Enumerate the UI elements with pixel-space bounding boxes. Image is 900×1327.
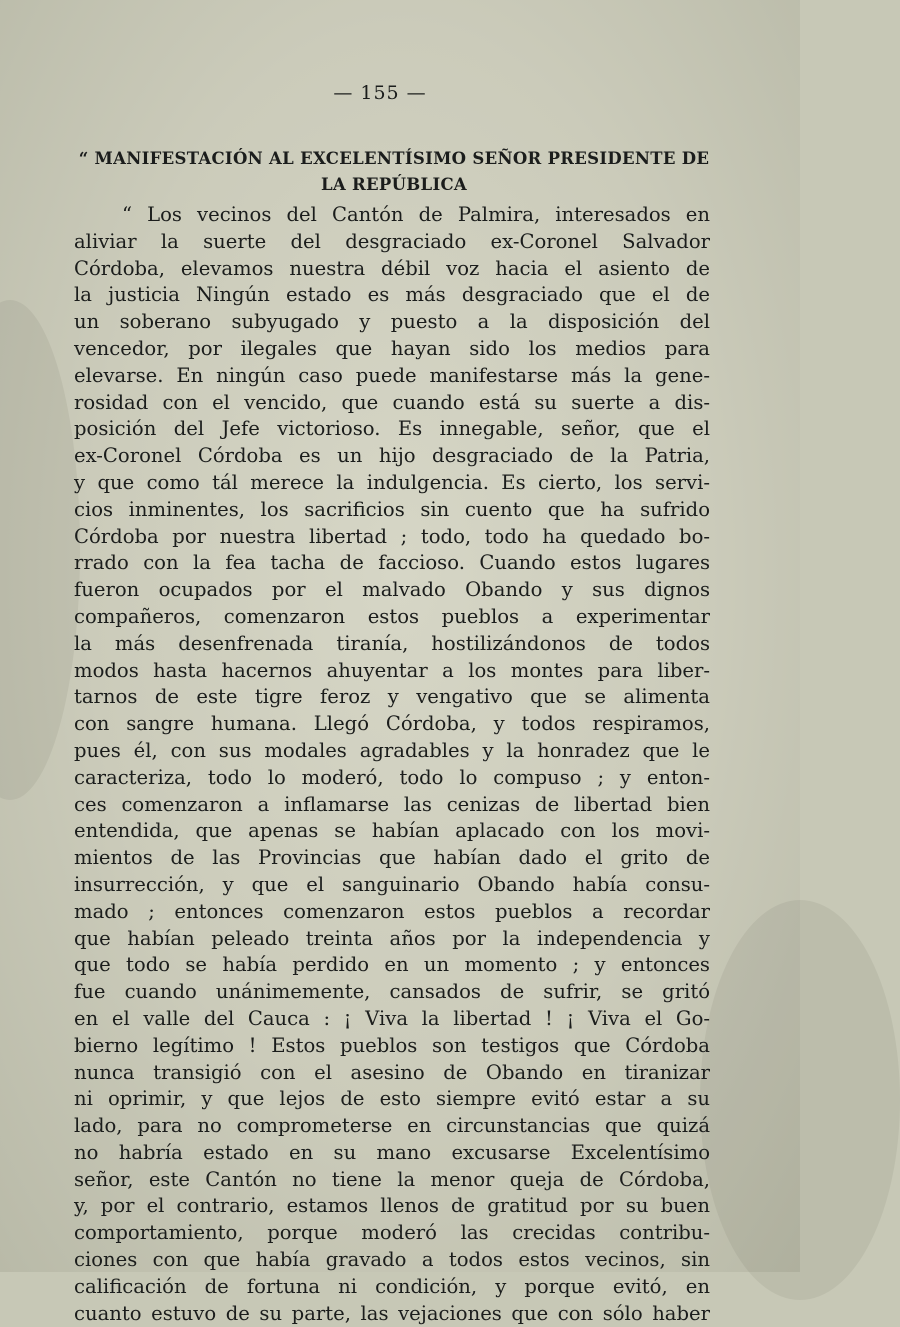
- text-line: mado ; entonces comenzaron estos pueblos a recordar: [74, 899, 710, 923]
- text-line: fueron ocupados por el malvado Obando y sus dignos: [74, 578, 710, 602]
- text-line: con sangre humana. Llegó Córdoba, y todos respiramos,: [74, 712, 710, 736]
- text-line: ciones con que había gravado a todos estos vecinos, sin: [74, 1248, 710, 1272]
- text-line: y, por el contrario, estamos llenos de gratitud por su buen: [74, 1194, 710, 1218]
- text-line: y que como tál merece la indulgencia. Es cierto, los servi-: [74, 470, 710, 494]
- text-line: lado, para no comprometerse en circunstancias que quizá: [74, 1114, 710, 1138]
- text-line: pues él, con sus modales agradables y la honradez que le: [74, 738, 710, 762]
- heading-line-1: “ MANIFESTACIÓN AL EXCELENTÍSIMO SEÑOR PRESIDENTE DE: [78, 149, 710, 168]
- text-line: bierno legítimo ! Estos pueblos son testigos que Córdoba: [74, 1033, 710, 1057]
- text-line: rrado con la fea tacha de faccioso. Cuando estos lugares: [74, 551, 710, 575]
- text-line: cios inminentes, los sacrificios sin cuento que ha sufrido: [74, 497, 710, 521]
- text-line: modos hasta hacernos ahuyentar a los montes para liber-: [74, 658, 710, 682]
- text-line: ces comenzaron a inflamarse las cenizas de libertad bien: [74, 792, 710, 816]
- text-line: la más desenfrenada tiranía, hostilizándonos de todos: [74, 631, 710, 655]
- text-line: que habían peleado treinta años por la independencia y: [74, 926, 710, 950]
- text-line: posición del Jefe victorioso. Es innegable, señor, que el: [74, 417, 710, 441]
- text-line: aliviar la suerte del desgraciado ex-Coronel Salvador: [74, 229, 710, 253]
- text-line: ni oprimir, y que lejos de esto siempre evitó estar a su: [74, 1087, 710, 1111]
- text-line: Córdoba, elevamos nuestra débil voz hacia el asiento de: [74, 256, 710, 280]
- text-line: calificación de fortuna ni condición, y porque evitó, en: [74, 1274, 710, 1298]
- section-heading: [74, 146, 714, 198]
- text-line: en el valle del Cauca : ¡ Viva la libertad ! ¡ Viva el Go-: [74, 1006, 710, 1030]
- text-line: Córdoba por nuestra libertad ; todo, todo ha quedado bo-: [74, 524, 710, 548]
- text-line: mientos de las Provincias que habían dado el grito de: [74, 846, 710, 870]
- page-number: — 155 —: [333, 82, 427, 104]
- text-line: señor, este Cantón no tiene la menor queja de Córdoba,: [74, 1167, 710, 1191]
- heading-line-2: LA REPÚBLICA: [320, 175, 468, 194]
- body-text: [74, 202, 710, 1327]
- text-line: fue cuando unánimemente, cansados de sufrir, se gritó: [74, 980, 710, 1004]
- text-line: insurrección, y que el sanguinario Obando había consu-: [74, 872, 710, 896]
- text-line: que todo se había perdido en un momento ; y entonces: [74, 953, 710, 977]
- text-line: cuanto estuvo de su parte, las vejaciones que con sólo haber: [74, 1301, 710, 1325]
- text-line: elevarse. En ningún caso puede manifestarse más la gene-: [74, 363, 710, 387]
- text-line: un soberano subyugado y puesto a la disposición del: [74, 310, 710, 334]
- text-line: entendida, que apenas se habían aplacado con los movi-: [74, 819, 710, 843]
- text-line: ex-Coronel Córdoba es un hijo desgraciado de la Patria,: [74, 444, 710, 468]
- text-line: “ Los vecinos del Cantón de Palmira, interesados en: [122, 203, 710, 226]
- page-shadow: [0, 300, 80, 800]
- text-line: caracteriza, todo lo moderó, todo lo compuso ; y enton-: [74, 765, 710, 789]
- text-line: compañeros, comenzaron estos pueblos a experimentar: [74, 604, 710, 628]
- text-line: la justicia Ningún estado es más desgraciado que el de: [74, 283, 710, 307]
- text-line: nunca transigió con el asesino de Obando en tiranizar: [74, 1060, 710, 1084]
- page-shadow-right: [700, 900, 900, 1300]
- text-line: vencedor, por ilegales que hayan sido los medios para: [74, 336, 710, 360]
- text-line: comportamiento, porque moderó las crecidas contribu-: [74, 1221, 710, 1245]
- text-line: tarnos de este tigre feroz y vengativo que se alimenta: [74, 685, 710, 709]
- text-line: no habría estado en su mano excusarse Excelentísimo: [74, 1140, 710, 1164]
- text-line: rosidad con el vencido, que cuando está su suerte a dis-: [74, 390, 710, 414]
